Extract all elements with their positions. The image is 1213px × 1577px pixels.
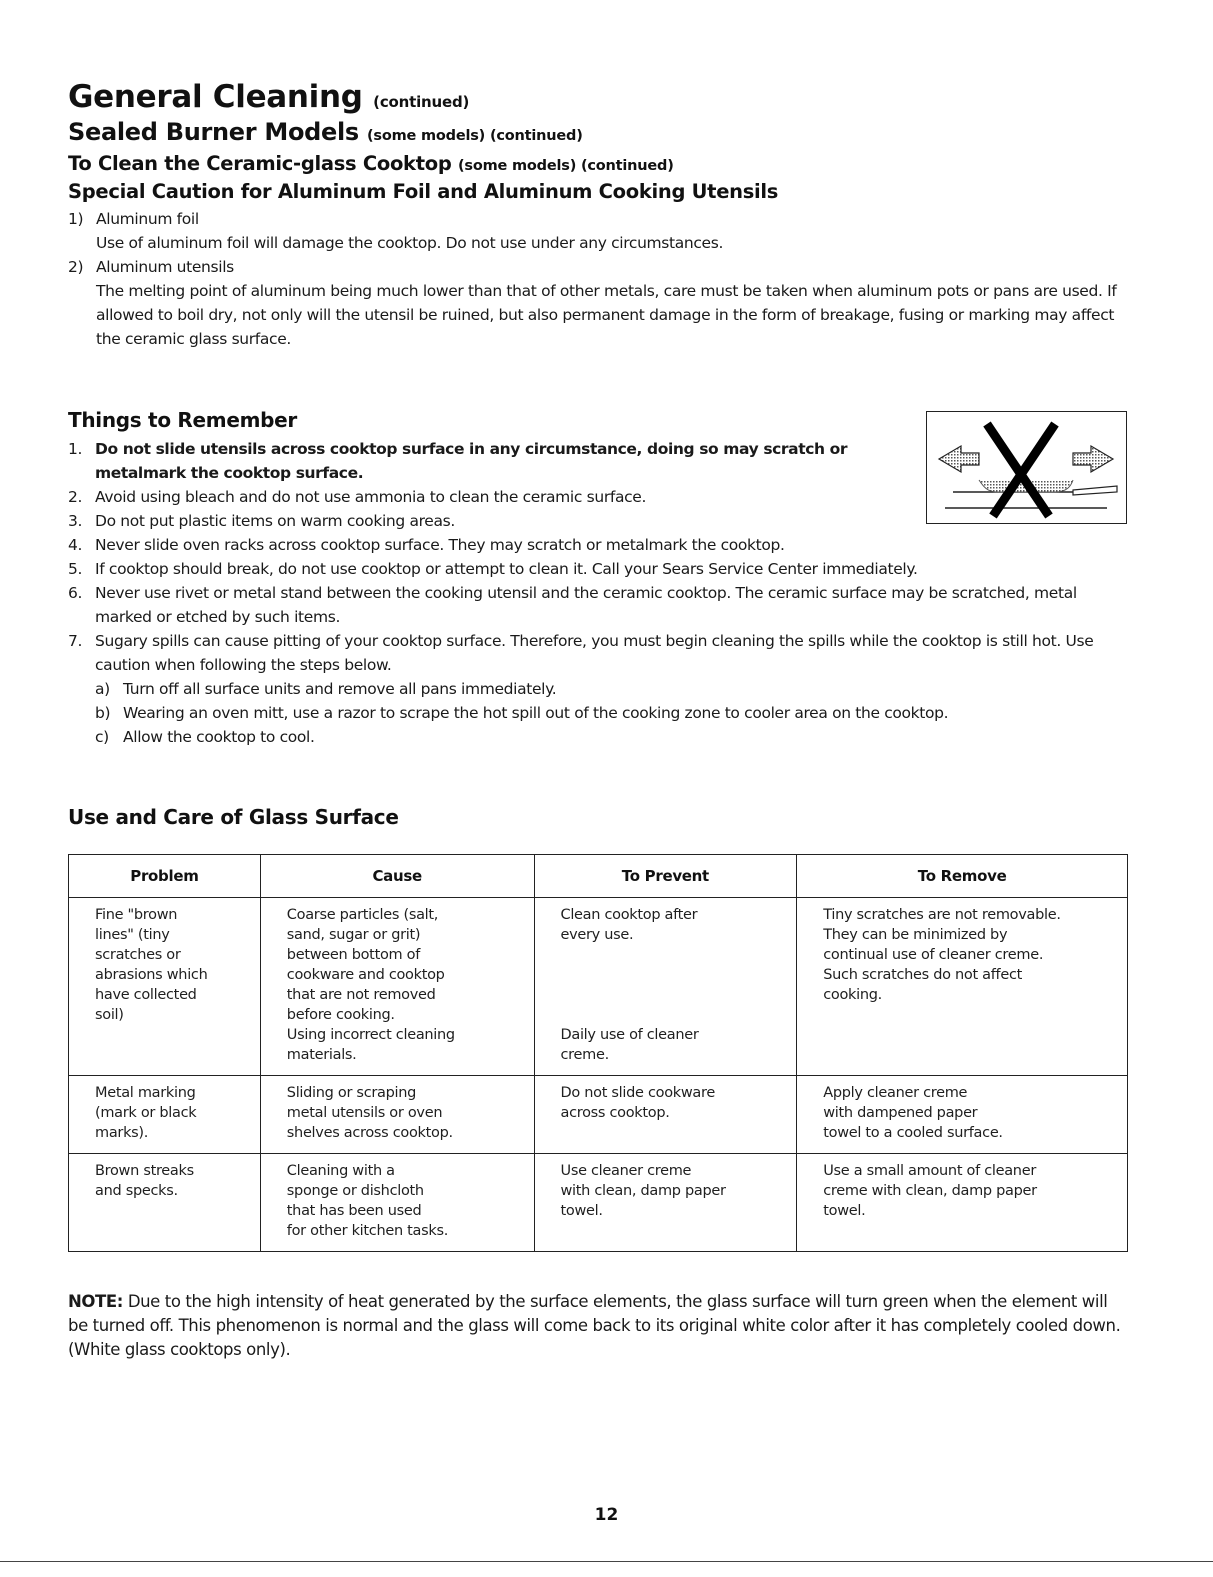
cell-text-line: for other kitchen tasks. [286, 1223, 449, 1239]
page-number: 12 [594, 1505, 619, 1525]
note-label: NOTE: [68, 1292, 123, 1311]
cell-text-line: abrasions which [95, 967, 208, 983]
cell-text-line: creme. [560, 1047, 609, 1063]
cell-text-line: towel. [823, 1203, 866, 1219]
cell-text-line: between bottom of [286, 947, 421, 963]
table-cell-prevent [534, 898, 797, 1076]
cell-text-line: They can be minimized by [823, 927, 1008, 943]
list-item-number: 7. [68, 632, 83, 650]
cell-text-line: Metal marking [95, 1085, 196, 1101]
cell-text-line: scratches or [95, 947, 181, 963]
table-cell-remove [797, 1076, 1128, 1154]
list-item-text: If cooktop should break, do not use cooktop or attempt to clean it. Call your Sears Service Center immediately. [95, 560, 918, 578]
cell-text-line: cooking. [823, 987, 882, 1003]
subsection-title-main: Sealed Burner Models [68, 118, 359, 146]
cell-text-line: with clean, damp paper [560, 1183, 726, 1199]
cell-text-line: have collected [95, 987, 197, 1003]
cell-text-line: metal utensils or oven [286, 1105, 443, 1121]
cell-text-line: lines" (tiny [95, 927, 170, 943]
cell-text-line: Tiny scratches are not removable. [823, 907, 1061, 923]
list-subitem [68, 701, 1138, 725]
cell-text-line: (mark or black [95, 1105, 197, 1121]
things-to-remember-title: Things to Remember [68, 408, 297, 432]
list-subitem-text: Turn off all surface units and remove all pans immediately. [123, 680, 557, 698]
list-item-number: 1) [68, 210, 84, 228]
list-item-number: 4. [68, 536, 83, 554]
cell-text-line: Coarse particles (salt, [286, 907, 439, 923]
cell-text-line: cookware and cooktop [286, 967, 445, 983]
cooktop-title-suffix: (some models) (continued) [458, 158, 674, 174]
list-subitem-text: Allow the cooktop to cool. [123, 728, 315, 746]
list-item [68, 255, 1138, 351]
cell-text-line: Clean cooktop after [560, 907, 698, 923]
table-row [69, 1076, 1128, 1154]
list-subitem-letter: a) [95, 680, 110, 698]
table-header-row [69, 855, 1128, 898]
cell-spacer [561, 965, 793, 985]
list-subitem-text: Wearing an oven mitt, use a razor to scrape the hot spill out of the cooking zone to cooler area on the cooktop. [123, 704, 949, 722]
cell-spacer [561, 1005, 793, 1025]
column-header-remove: To Remove [797, 855, 1128, 898]
section-title-suffix: (continued) [373, 93, 470, 111]
cell-spacer [561, 985, 793, 1005]
cell-text-line: and specks. [95, 1183, 178, 1199]
cell-text-line: with dampened paper [823, 1105, 978, 1121]
column-header-cause: Cause [260, 855, 534, 898]
cooktop-title-main: To Clean the Ceramic-glass Cooktop [68, 152, 452, 175]
table-cell-prevent [534, 1076, 797, 1154]
cooktop-title [68, 151, 674, 179]
list-item-text: Use of aluminum foil will damage the cooktop. Do not use under any circumstances. [96, 234, 724, 252]
note-paragraph [68, 1290, 1132, 1362]
cell-text-line: across cooktop. [560, 1105, 670, 1121]
things-to-remember-list [68, 437, 1138, 749]
list-subitem [68, 725, 1138, 749]
list-subitem-letter: c) [95, 728, 109, 746]
list-item [68, 485, 1138, 509]
cell-text-line: before cooking. [286, 1007, 395, 1023]
list-item-text: The melting point of aluminum being much lower than that of other metals, care must be taken when aluminum pots or pans are used. If allowed to boil dry, not only will the utensil be ruined, but also permanent damage in the form of breakage, fusing or marking may affect the ceramic glass surface. [96, 282, 1117, 348]
list-item-number: 2) [68, 258, 84, 276]
list-item-text: Never use rivet or metal stand between the cooking utensil and the ceramic cooktop. The ceramic surface may be scratched, metal marked or etched by such items. [95, 584, 1077, 626]
table-cell-problem [69, 1154, 261, 1252]
list-item [68, 509, 1138, 533]
table-cell-remove [797, 1154, 1128, 1252]
list-item-text: Never slide oven racks across cooktop surface. They may scratch or metalmark the cooktop. [95, 536, 785, 554]
list-item [68, 207, 1138, 255]
section-title [68, 78, 469, 121]
glass-care-table [68, 854, 1128, 1252]
cell-text-line: sand, sugar or grit) [286, 927, 421, 943]
cell-text-line: Apply cleaner creme [823, 1085, 968, 1101]
cell-text-line: that are not removed [286, 987, 436, 1003]
list-item-text: Do not put plastic items on warm cooking areas. [95, 512, 455, 530]
subsection-title-suffix: (some models) (continued) [366, 128, 583, 144]
cell-text-line: Fine "brown [95, 907, 178, 923]
list-item [68, 581, 1138, 629]
list-item [68, 557, 1138, 581]
cell-text-line: Using incorrect cleaning [286, 1027, 455, 1043]
cell-text-line: materials. [286, 1047, 357, 1063]
cell-text-line: marks). [95, 1125, 149, 1141]
table-cell-cause [260, 1076, 534, 1154]
table-row [69, 1154, 1128, 1252]
cell-text-line: Cleaning with a [286, 1163, 395, 1179]
table-row [69, 898, 1128, 1076]
cell-text-line: towel to a cooled surface. [823, 1125, 1003, 1141]
table-cell-remove [797, 898, 1128, 1076]
note-text: Due to the high intensity of heat generated by the surface elements, the glass surface will turn green when the element will be turned off. This phenomenon is normal and the glass will come back to its original white color after it has completely cooled down. (White glass cooktops only). [68, 1292, 1121, 1359]
table-cell-problem [69, 898, 261, 1076]
column-header-problem: Problem [69, 855, 261, 898]
cell-text-line: Such scratches do not affect [823, 967, 1023, 983]
glass-care-title: Use and Care of Glass Surface [68, 805, 399, 829]
cell-text-line: shelves across cooktop. [286, 1125, 453, 1141]
list-item [68, 533, 1138, 557]
list-item-text: Sugary spills can cause pitting of your cooktop surface. Therefore, you must begin cleaning the spills while the cooktop is still hot. Use caution when following the steps below. [95, 632, 1094, 674]
table-cell-cause [260, 1154, 534, 1252]
aluminum-caution-list [68, 207, 1138, 351]
table-cell-prevent [534, 1154, 797, 1252]
caution-title: Special Caution for Aluminum Foil and Aluminum Cooking Utensils [68, 180, 779, 203]
cell-text-line: every use. [560, 927, 634, 943]
cell-text-line: Brown streaks [95, 1163, 194, 1179]
list-item-number: 1. [68, 440, 83, 458]
list-item-text: Avoid using bleach and do not use ammonia to clean the ceramic surface. [95, 488, 647, 506]
cell-text-line: that has been used [286, 1203, 422, 1219]
list-item [68, 437, 935, 485]
cell-text-line: creme with clean, damp paper [823, 1183, 1037, 1199]
cell-text-line: continual use of cleaner creme. [823, 947, 1044, 963]
list-item-label: Aluminum foil [96, 210, 199, 228]
list-item-number: 5. [68, 560, 83, 578]
cell-text-line: Use cleaner creme [560, 1163, 692, 1179]
list-item-text: Do not slide utensils across cooktop surface in any circumstance, doing so may scratch or metalmark the cooktop surface. [95, 440, 848, 482]
table-cell-cause [260, 898, 534, 1076]
cell-text-line: Sliding or scraping [286, 1085, 417, 1101]
list-subitem-letter: b) [95, 704, 111, 722]
list-subitem [68, 677, 1138, 701]
table-cell-problem [69, 1076, 261, 1154]
list-item-number: 3. [68, 512, 83, 530]
list-item-number: 2. [68, 488, 83, 506]
cell-text-line: towel. [560, 1203, 603, 1219]
section-title-main: General Cleaning [68, 79, 363, 115]
list-item-label: Aluminum utensils [96, 258, 234, 276]
page-bottom-rule [0, 1561, 1213, 1562]
cell-text-line: Do not slide cookware [560, 1085, 715, 1101]
list-item [68, 629, 1138, 677]
cell-spacer [561, 945, 793, 965]
subsection-title [68, 117, 583, 151]
cell-text-line: Use a small amount of cleaner [823, 1163, 1036, 1179]
cell-text-line: soil) [95, 1007, 124, 1023]
column-header-prevent: To Prevent [534, 855, 797, 898]
cell-text-line: sponge or dishcloth [286, 1183, 424, 1199]
list-item-number: 6. [68, 584, 83, 602]
cell-text-line: Daily use of cleaner [560, 1027, 699, 1043]
